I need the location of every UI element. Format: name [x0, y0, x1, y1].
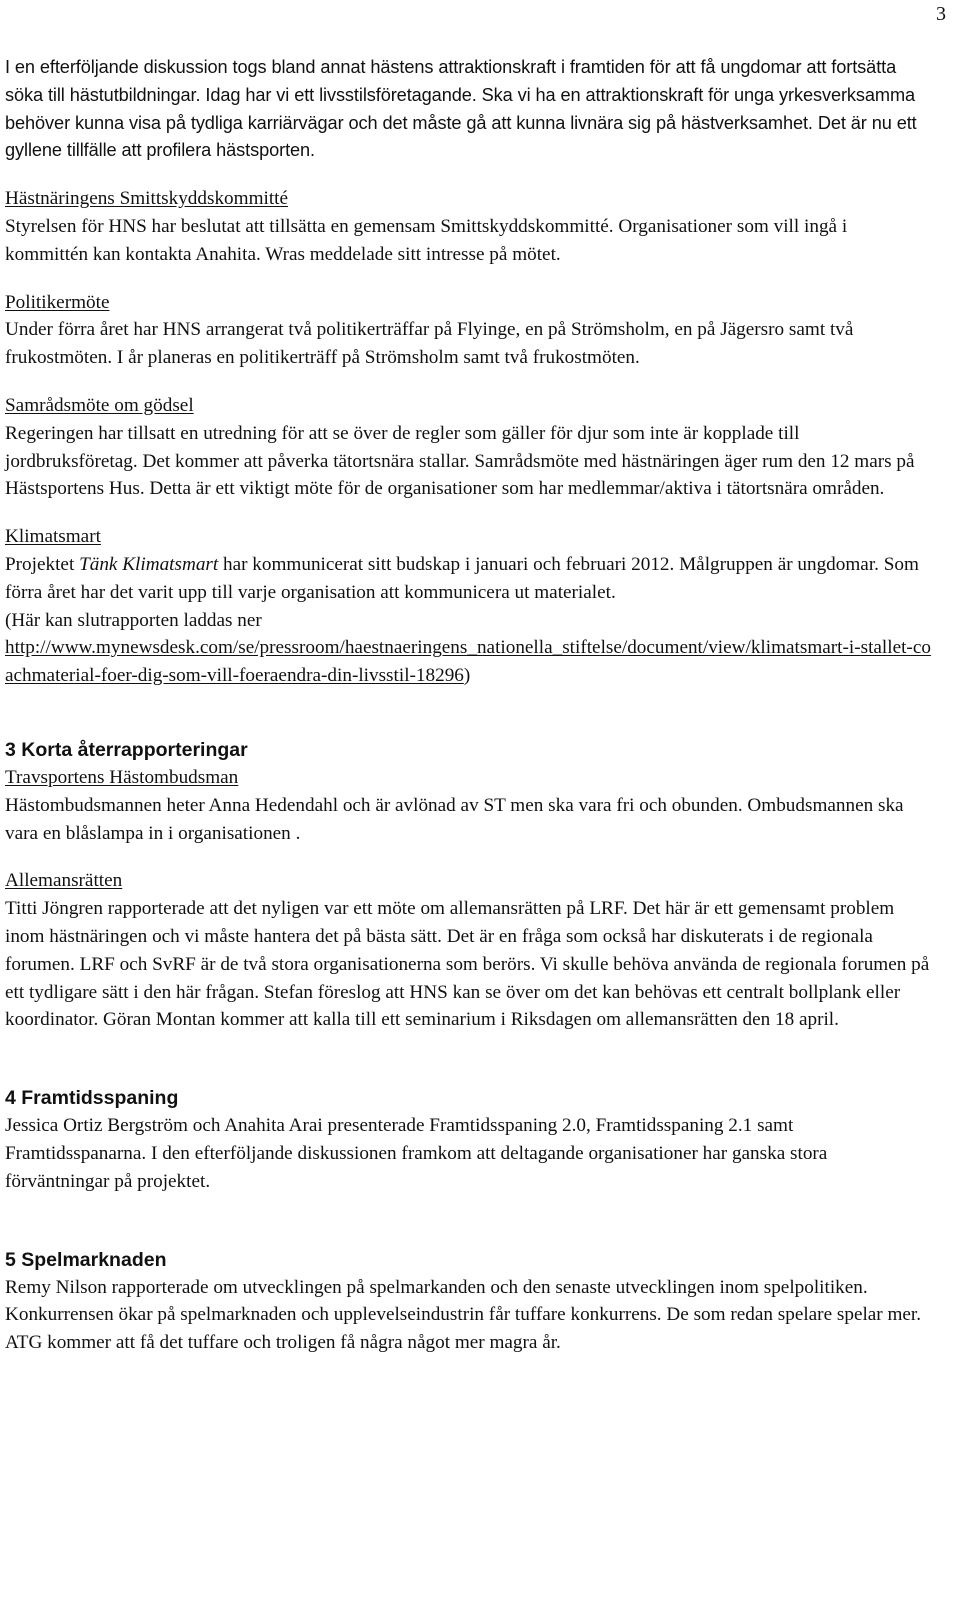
klimatsmart-title: Klimatsmart — [5, 526, 101, 548]
klimatsmart-body — [5, 551, 935, 607]
klimatsmart-report-intro: (Här kan slutrapporten laddas ner — [5, 609, 262, 631]
hastombudsman-title: Travsportens Hästombudsman — [5, 766, 239, 788]
samradsmote-section — [5, 392, 935, 503]
document-body — [5, 54, 935, 1357]
page-number: 3 — [936, 3, 946, 25]
politikermote-title: Politikermöte — [5, 291, 110, 313]
section-5-body: Remy Nilson rapporterade om utvecklingen på spelmarkanden och den senaste utvecklingen inom spelpolitiken. Konkurrensen ökar på spelmarknaden och upplevelseindustrin får tuffare konkurrens. De som redan spelare spelar mer. ATG kommer att få det tuffare och troligen få några något mer magra år. — [5, 1276, 922, 1354]
klimatsmart-report-link[interactable]: http://www.mynewsdesk.com/se/pressroom/haestnaeringens_nationella_stiftelse/document/view/klimatsmart-i-stallet-coachmaterial-foer-dig-som-vill-foeraendra-din-livsstil-18296 — [5, 637, 931, 687]
politikermote-section — [5, 289, 935, 372]
klimatsmart-section — [5, 523, 935, 690]
smittskydd-body: Styrelsen för HNS har beslutat att tillsätta en gemensam Smittskyddskommitté. Organisationer som vill ingå i kommittén kan kontakta Anahita. Wras meddelade sitt intresse på mötet. — [5, 215, 848, 265]
section-5-heading: 5 Spelmarknaden — [5, 1248, 167, 1271]
politikermote-body: Under förra året har HNS arrangerat två politikerträffar på Flyinge, en på Strömsholm, en på Jägersro samt två frukostmöten. I år planeras en politikerträff på Strömsholm samt två frukostmöten. — [5, 319, 854, 369]
section-3-heading: 3 Korta återrapporteringar — [5, 738, 248, 761]
klimatsmart-report-close: ) — [463, 665, 471, 687]
section-5 — [5, 1246, 935, 1357]
klimatsmart-body-prefix: Projektet — [5, 553, 75, 575]
allemansratten-title: Allemansrätten — [5, 870, 123, 892]
section-4 — [5, 1084, 935, 1195]
smittskydd-title: Hästnäringens Smittskyddskommitté — [5, 188, 289, 210]
samradsmote-body: Regeringen har tillsatt en utredning för att se över de regler som gäller för djur som inte är kopplade till jordbruksföretag. Det kommer att påverka tätortsnära stallar. Samrådsmöte med hästnäringen äger rum den 12 mars på Hästsportens Hus. Detta är ett viktigt möte för de organisationer som har medlemmar/aktiva i tätortsnära områden. — [5, 422, 915, 500]
section-3 — [5, 736, 935, 1034]
intro-paragraph: I en efterföljande diskussion togs bland annat hästens attraktionskraft i framtiden för att få ungdomar att fortsätta söka till hästutbildningar. Idag har vi ett livsstilsföretagande. Ska vi ha en attraktionskraft för unga yrkesverksamma behöver kunna visa på tydliga karriärvägar och det måste gå att kunna livnära sig på hästverksamhet. Det är nu ett gyllene tillfälle att profilera hästsporten. — [5, 57, 917, 161]
section-4-heading: 4 Framtidsspaning — [5, 1087, 179, 1110]
hastombudsman-body: Hästombudsmannen heter Anna Hedendahl och är avlönad av ST men ska vara fri och obunden. Ombudsmannen ska vara en blåslampa in i organisationen . — [5, 794, 904, 844]
smittskydd-section — [5, 185, 935, 268]
klimatsmart-project-name: Tänk Klimatsmart — [79, 553, 219, 575]
klimatsmart-body-suffix: har kommunicerat sitt budskap i januari och februari 2012. Målgruppen är ungdomar. Som förra året har det varit upp till varje organisation att kommunicera ut materialet. — [5, 553, 919, 603]
klimatsmart-report — [5, 607, 935, 690]
samradsmote-title: Samrådsmöte om gödsel — [5, 394, 194, 416]
section-4-body: Jessica Ortiz Bergström och Anahita Arai presenterade Framtidsspaning 2.0, Framtidsspaning 2.1 samt Framtidsspanarna. I den efterföljande diskussionen framkom att deltagande organisationer har ganska stora förväntningar på projektet. — [5, 1115, 828, 1192]
allemansratten-body: Titti Jöngren rapporterade att det nyligen var ett möte om allemansrätten på LRF. Det här är ett gemensamt problem inom hästnäringen och vi måste hantera det på bästa sätt. Det är en fråga som också har diskuterats i de regionala forumen. LRF och SvRF är de två stora organisationerna som berörs. Vi skulle behöva använda de regionala forumen på ett tydligare sätt i den här frågan. Stefan föreslog att HNS kan se över om det kan behövas ett centralt bollplank eller koordinator. Göran Montan kommer att kalla till ett seminarium i Riksdagen om allemansrätten den 18 april. — [5, 898, 930, 1031]
